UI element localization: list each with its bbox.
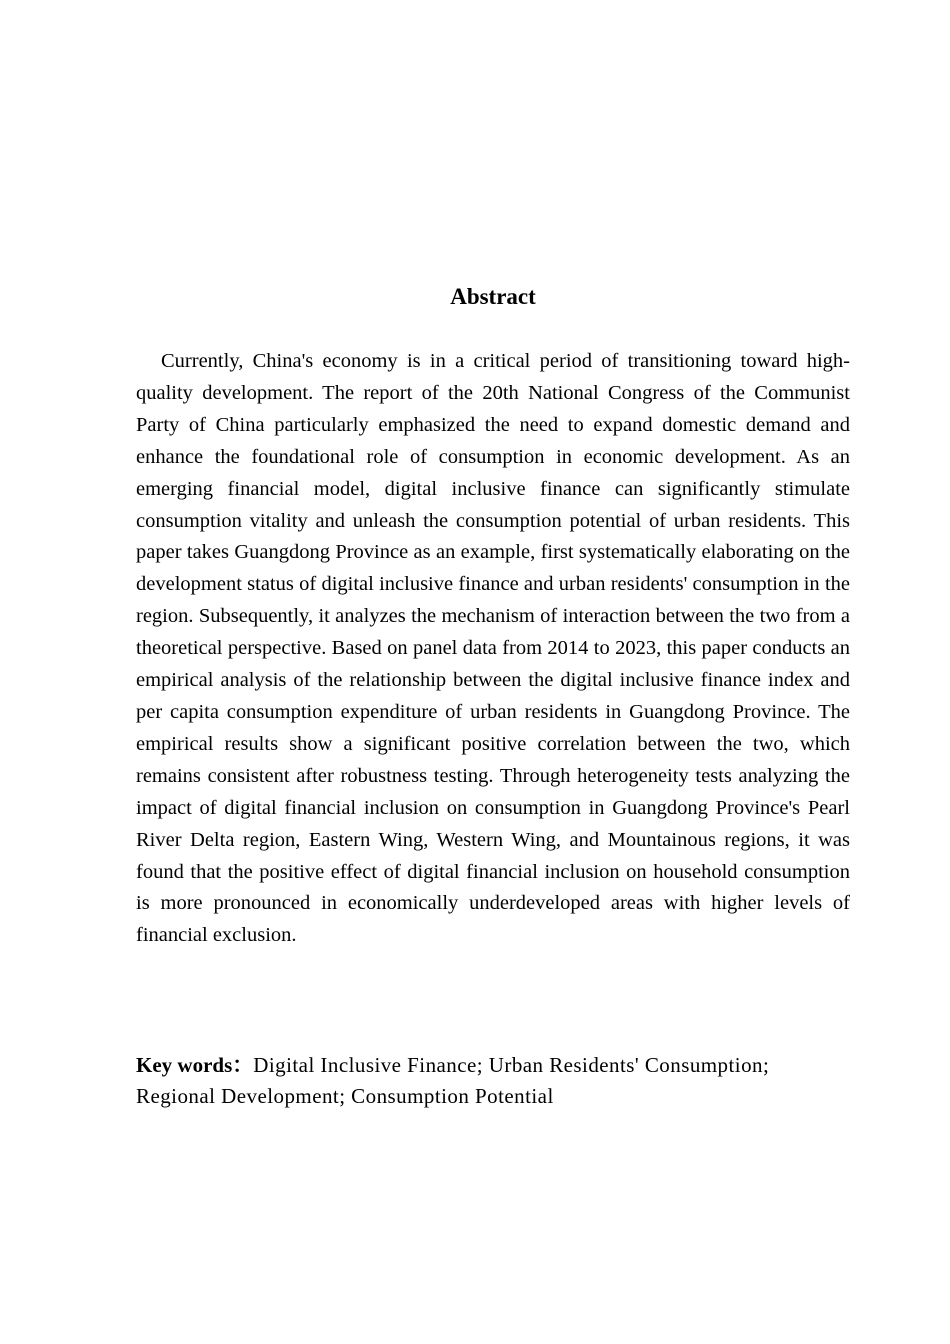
- keywords-label: Key words：: [136, 1053, 254, 1077]
- abstract-heading: Abstract: [450, 284, 536, 309]
- keywords-text: Digital Inclusive Finance; Urban Residents' Consumption; Regional Development; Consumption Potential: [136, 1053, 770, 1108]
- abstract-paragraph: Currently, China's economy is in a critical period of transitioning toward high-quality development. The report of the 20th National Congress of the Communist Party of China particularly emphasized the need to expand domestic demand and enhance the foundational role of consumption in economic development. As an emerging financial model, digital inclusive finance can significantly stimulate consumption vitality and unleash the consumption potential of urban residents. This paper takes Guangdong Province as an example, first systematically elaborating on the development status of digital inclusive finance and urban residents' consumption in the region. Subsequently, it analyzes the mechanism of interaction between the two from a theoretical perspective. Based on panel data from 2014 to 2023, this paper conducts an empirical analysis of the relationship between the digital inclusive finance index and per capita consumption expenditure of urban residents in Guangdong Province. The empirical results show a significant positive correlation between the two, which remains consistent after robustness testing. Through heterogeneity tests analyzing the impact of digital financial inclusion on consumption in Guangdong Province's Pearl River Delta region, Eastern Wing, Western Wing, and Mountainous regions, it was found that the positive effect of digital financial inclusion on household consumption is more pronounced in economically underdeveloped areas with higher levels of financial exclusion.: [136, 350, 850, 947]
- keywords-line: [136, 1050, 850, 1112]
